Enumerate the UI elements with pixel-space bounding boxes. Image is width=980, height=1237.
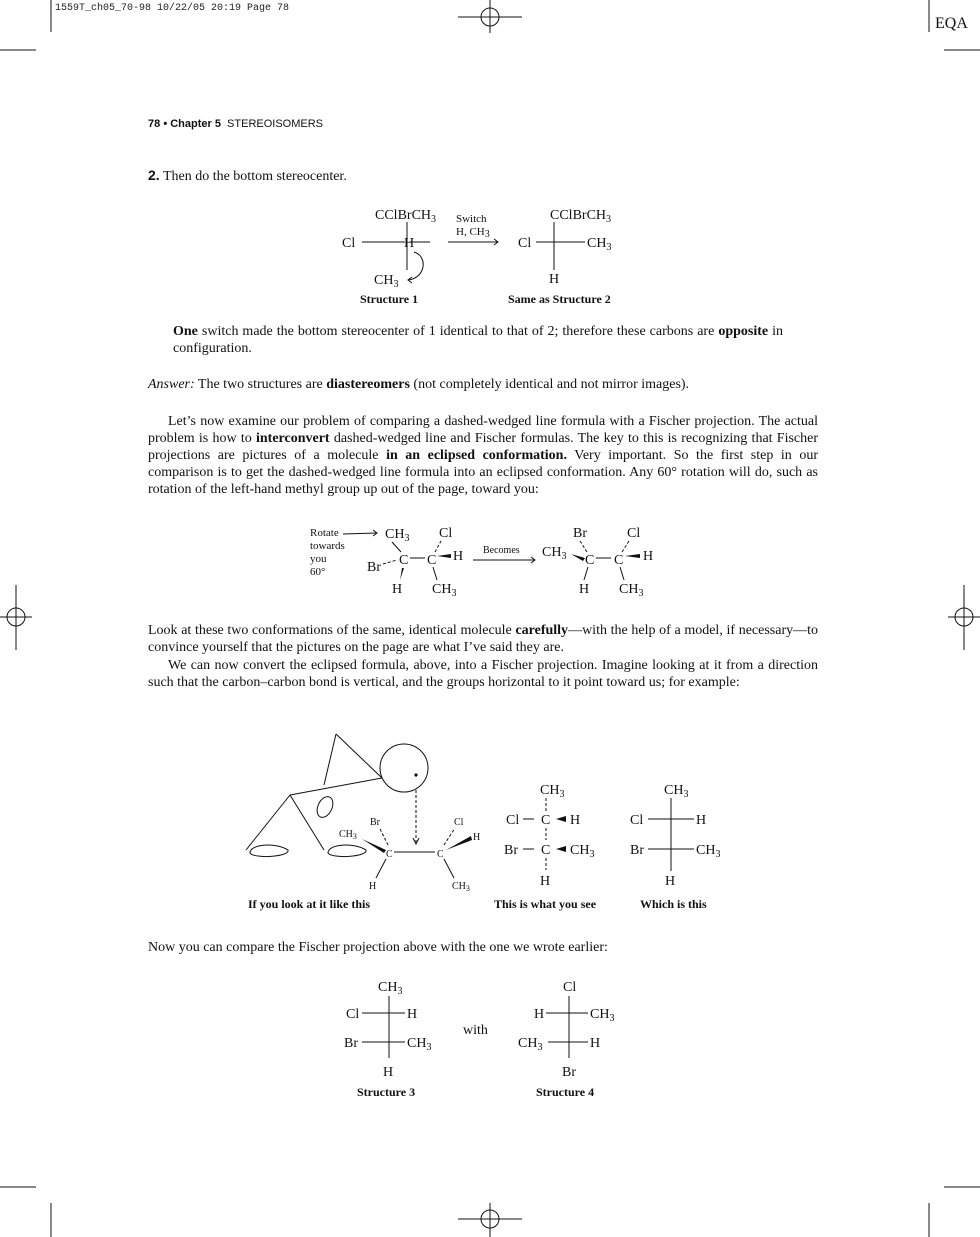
head-bullet: • (163, 118, 168, 130)
look-c1: C (386, 849, 393, 860)
para2-text2: —with the help of a model, if necessary—to convince yourself that the pictures on the page are what I’ve said they are. (148, 623, 818, 655)
becomes-label: Becomes (483, 545, 520, 556)
s2-top: CClBrCH$_3$ (550, 208, 612, 225)
right-cl: Cl (627, 526, 641, 541)
running-head (148, 118, 323, 130)
s2-right: $CH_3$ (587, 236, 612, 253)
s1-bottom: $CH_3$ (374, 273, 399, 290)
note-text2: in configuration. (173, 324, 783, 356)
which-cl: Cl (630, 813, 644, 828)
s3-bottom: H (383, 1065, 394, 1080)
s1-left: Cl (342, 236, 356, 251)
right-c1: C (585, 553, 595, 568)
s4-caption: Structure 4 (536, 1085, 595, 1099)
look-h: H (473, 832, 481, 843)
with-label: with (463, 1023, 488, 1038)
left-ch3: $CH_3$ (385, 527, 410, 544)
switch-label2: H, CH3 (456, 226, 490, 240)
right-br: Br (573, 526, 587, 541)
s4-l1: H (534, 1007, 545, 1022)
stick-figure (246, 734, 428, 857)
paragraph-1 (148, 413, 818, 498)
figure-switch (330, 200, 650, 310)
switch-note (173, 323, 783, 357)
look-ch3: $CH_3$ (339, 829, 357, 841)
rotate-label3: you (310, 553, 327, 565)
note-bold-opposite: opposite (718, 324, 769, 339)
paragraph-2 (148, 622, 818, 656)
print-slug: 1559T_ch05_70-98 10/22/05 20:19 Page 78 (55, 3, 290, 14)
answer-text1: The two structures are (194, 377, 327, 392)
rotate-label2: towards (310, 540, 345, 552)
right-h-right: H (643, 549, 654, 564)
s1-top: CClBrCH$_3$ (375, 208, 437, 225)
page-number: 78 (148, 118, 161, 130)
switch-label: Switch (456, 213, 487, 225)
left-h-right: H (453, 549, 464, 564)
rotate-label: Rotate (310, 527, 339, 539)
look-h-bottom: H (369, 881, 377, 892)
which-ch3: $CH_3$ (664, 783, 689, 800)
see-c2: C (541, 843, 551, 858)
see-caption: This is what you see (494, 897, 597, 911)
answer-bold: diastereomers (326, 377, 410, 392)
s4-top: Cl (563, 980, 577, 995)
step-text: Then do the bottom stereocenter. (162, 169, 347, 184)
figure-viewpoint (240, 728, 740, 918)
see-ch3: $CH_3$ (540, 783, 565, 800)
left-h-bottom: H (392, 582, 403, 597)
see-h: H (570, 813, 581, 828)
s3-l2: Br (344, 1036, 358, 1051)
s3-caption: Structure 3 (357, 1085, 416, 1099)
answer-text2: (not completely identical and not mirror images). (409, 377, 690, 392)
right-ch3: $CH_3$ (542, 545, 567, 562)
step-2 (148, 167, 818, 185)
s4-l2: $CH_3$ (518, 1036, 543, 1053)
look-cl: Cl (454, 817, 464, 828)
see-ch3-right: $CH_3$ (570, 843, 595, 860)
para2-text1: Look at these two conformations of the same, identical molecule (148, 623, 516, 638)
right-ch3-bottom: $CH_3$ (619, 582, 644, 599)
look-caption: If you look at it like this (248, 897, 371, 911)
para1-text2: dashed-wedged line and Fischer formulas. The key to this is recognizing that Fischer projections are pictures of a molecule (148, 431, 819, 463)
which-ch3-right: $CH_3$ (696, 843, 721, 860)
left-ch3-bottom: $CH_3$ (432, 582, 457, 599)
chapter-label: Chapter 5 (170, 118, 221, 130)
s3-r2: $CH_3$ (407, 1036, 432, 1053)
s3-l1: Cl (346, 1007, 360, 1022)
see-br: Br (504, 843, 518, 858)
note-text1: switch made the bottom stereocenter of 1 identical to that of 2; therefore these carbons are (197, 324, 719, 339)
s1-right: H (404, 236, 415, 251)
para1-text1: Let’s now examine our problem of comparing a dashed-wedged line formula with a Fischer projection. The actual problem is how to (148, 414, 818, 446)
s3-top: $CH_3$ (378, 980, 403, 997)
see-cl: Cl (506, 813, 520, 828)
paragraph-4: Now you can compare the Fischer projection above with the one we wrote earlier: (148, 940, 608, 955)
figure-rotation (305, 520, 675, 600)
note-bold-one: One (173, 324, 198, 339)
step-number: 2. (148, 167, 160, 183)
paragraph-3: We can now convert the eclipsed formula, above, into a Fischer projection. Imagine looking at it from a direction such that the carbon–carbon bond is vertical, and the groups horizontal to it point toward us; for example: (148, 658, 818, 690)
look-br: Br (370, 817, 380, 828)
s4-r2: H (590, 1036, 601, 1051)
look-ch3-bottom: $CH_3$ (452, 881, 470, 893)
look-c2: C (437, 849, 444, 860)
s4-r1: $CH_3$ (590, 1007, 615, 1024)
para1-bold1: interconvert (255, 431, 330, 446)
which-h: H (696, 813, 707, 828)
figure-compare (330, 972, 660, 1107)
s2-caption: Same as Structure 2 (508, 292, 611, 306)
s2-left: Cl (518, 236, 532, 251)
para2-bold: carefully (515, 623, 569, 638)
s1-caption: Structure 1 (360, 292, 419, 306)
answer (148, 376, 818, 393)
see-h-bottom: H (540, 874, 551, 889)
answer-label: Answer: (148, 377, 195, 392)
see-c1: C (541, 813, 551, 828)
s2-bottom: H (549, 272, 560, 287)
s4-bottom: Br (562, 1065, 576, 1080)
left-c2: C (427, 553, 437, 568)
right-c2: C (614, 553, 624, 568)
which-caption: Which is this (640, 897, 707, 911)
margin-mark: EQA (935, 15, 968, 32)
right-h-bottom: H (579, 582, 590, 597)
rotate-label4: 60° (310, 566, 326, 578)
left-c1: C (399, 553, 409, 568)
which-h-bottom: H (665, 874, 676, 889)
chapter-title: STEREOISOMERS (227, 118, 324, 130)
s3-r1: H (407, 1007, 418, 1022)
left-br: Br (367, 560, 381, 575)
curved-arrow (408, 252, 423, 280)
left-cl: Cl (439, 526, 453, 541)
which-br: Br (630, 843, 644, 858)
para1-text3: Very important. So the first step in our comparison is to get the dashed-wedged line formula into an eclipsed conformation. Any 60° rotation will do, such as rotation of the left-hand methyl group up out of the page, toward you: (148, 448, 818, 497)
para1-bold2: in an eclipsed conformation. (386, 448, 567, 463)
